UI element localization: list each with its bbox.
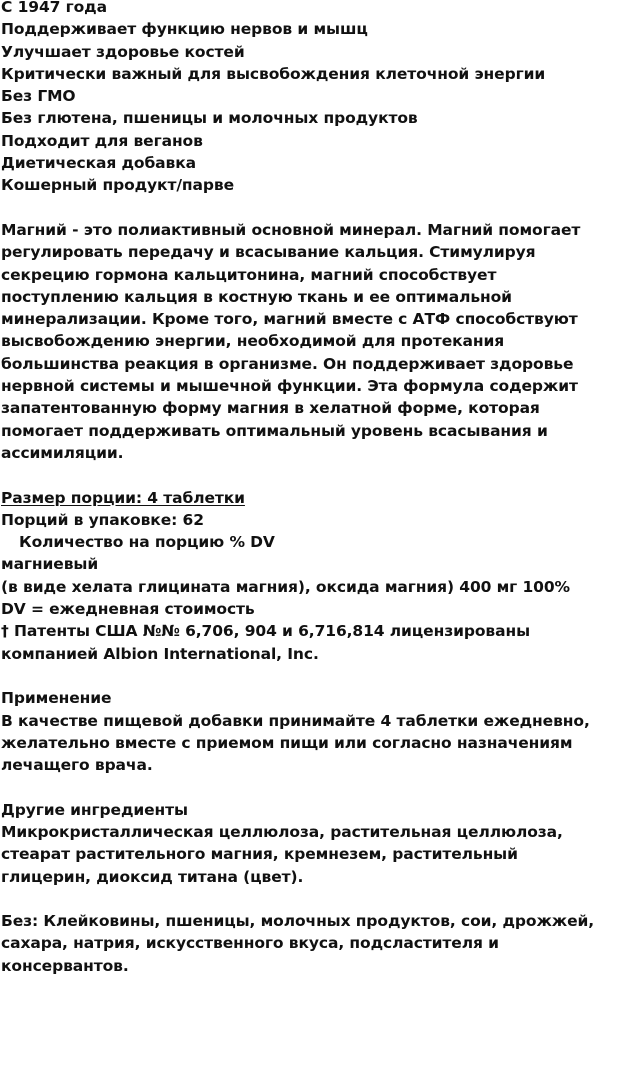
feature-item: Диетическая добавка	[1, 154, 197, 173]
usage-title: Применение	[1, 689, 112, 708]
ingredient-name: магниевый	[1, 555, 99, 574]
features-list	[1, 0, 637, 197]
serving-size: Размер порции: 4 таблетки	[1, 488, 245, 507]
description-line: Магний - это полиактивный основной минерал. Магний помогает	[1, 220, 581, 239]
spacer	[1, 197, 637, 219]
spacer	[1, 665, 637, 687]
description-line: большинства реакция в организме. Он поддерживает здоровье	[1, 354, 574, 373]
spacer	[1, 464, 637, 486]
description-line: нервной системы и мышечной функции. Эта формула содержит	[1, 377, 578, 396]
description-line: высвобождению энергии, необходимой для протекания	[1, 332, 505, 351]
description-paragraph	[1, 219, 637, 464]
servings-per-container: Порций в упаковке: 62	[1, 510, 204, 529]
description-line: регулировать передачу и всасывание кальция. Стимулируя	[1, 243, 536, 262]
patent-note: компанией Albion International, Inc.	[1, 644, 319, 663]
usage-section	[1, 687, 637, 776]
free-from-section	[1, 910, 637, 977]
feature-item: Кошерный продукт/парве	[1, 176, 234, 195]
spacer	[1, 776, 637, 798]
other-ingredients-line: Микрокристаллическая целлюлоза, растительная целлюлоза,	[1, 822, 563, 841]
description-line: поступлению кальция в костную ткань и ее оптимальной	[1, 287, 512, 306]
description-line: минерализации. Кроме того, магний вместе с АТФ способствуют	[1, 310, 578, 329]
feature-item: Без глютена, пшеницы и молочных продуктов	[1, 109, 418, 128]
description-line: секрецию гормона кальцитонина, магний способствует	[1, 265, 497, 284]
feature-item: Улучшает здоровье костей	[1, 42, 245, 61]
description-line: ассимиляции.	[1, 443, 124, 462]
patent-note: † Патенты США №№ 6,706, 904 и 6,716,814 лицензированы	[1, 622, 531, 641]
feature-item: Подходит для веганов	[1, 131, 203, 150]
feature-item: Поддерживает функцию нервов и мышц	[1, 20, 368, 39]
description-line: помогает поддерживать оптимальный уровень всасывания и	[1, 421, 548, 440]
product-description-document	[1, 0, 637, 977]
feature-item: Без ГМО	[1, 87, 76, 106]
supplement-facts	[1, 487, 637, 665]
free-from-line: консервантов.	[1, 956, 129, 975]
amount-header: Количество на порцию % DV	[19, 533, 275, 552]
other-ingredients-section	[1, 799, 637, 888]
other-ingredients-line: стеарат растительного магния, кремнезем, растительный	[1, 845, 518, 864]
other-ingredients-line: глицерин, диоксид титана (цвет).	[1, 867, 304, 886]
dv-note: DV = ежедневная стоимость	[1, 600, 255, 619]
usage-line: лечащего врача.	[1, 756, 153, 775]
other-ingredients-title: Другие ингредиенты	[1, 800, 188, 819]
free-from-line: Без: Клейковины, пшеницы, молочных продуктов, сои, дрожжей,	[1, 912, 595, 931]
free-from-line: сахара, натрия, искусственного вкуса, подсластителя и	[1, 934, 499, 953]
usage-line: желательно вместе с приемом пищи или согласно назначениям	[1, 733, 573, 752]
spacer	[1, 888, 637, 910]
ingredient-detail: (в виде хелата глицината магния), оксида магния) 400 мг 100%	[1, 577, 570, 596]
usage-line: В качестве пищевой добавки принимайте 4 таблетки ежедневно,	[1, 711, 590, 730]
description-line: запатентованную форму магния в хелатной форме, которая	[1, 399, 540, 418]
feature-item: С 1947 года	[1, 0, 107, 16]
feature-item: Критически важный для высвобождения клеточной энергии	[1, 64, 546, 83]
